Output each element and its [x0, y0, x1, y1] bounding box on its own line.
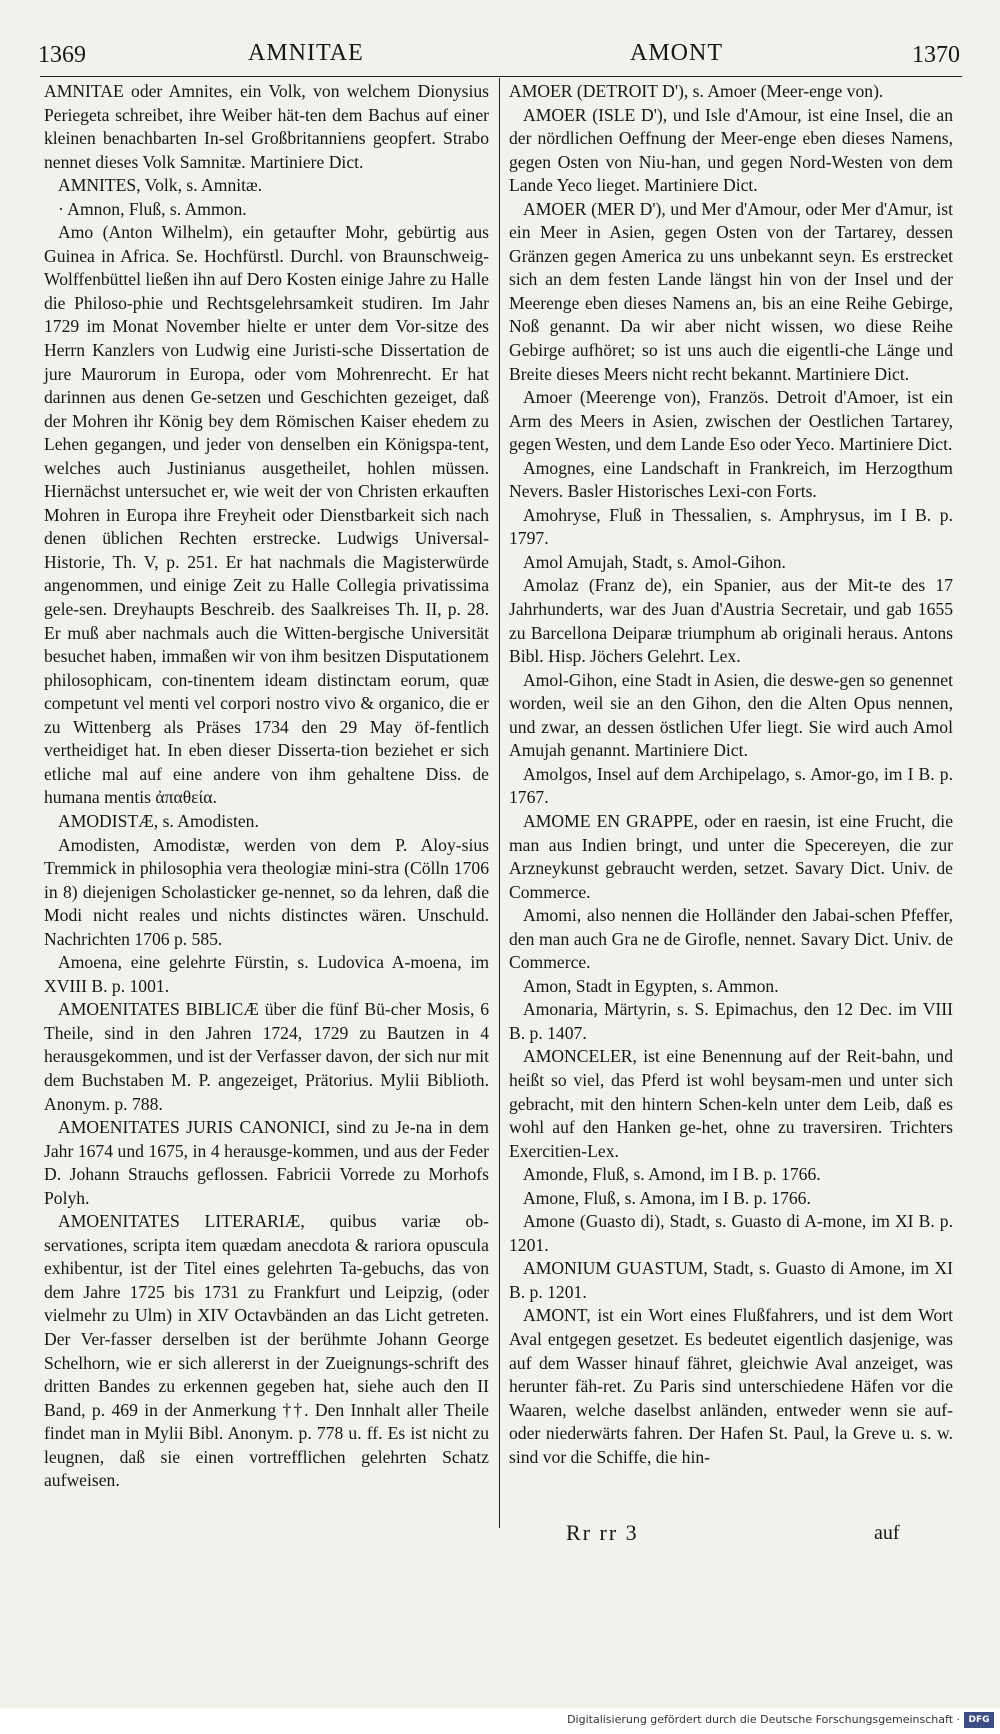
entry-amonaria: Amonaria, Märtyrin, s. S. Epimachus, den 12 Dec. im VIII B. p. 1407.	[509, 999, 953, 1043]
page-number-left: 1369	[38, 42, 86, 68]
entry-amoer-isle: AMOER (ISLE D'), und Isle d'Amour, ist eine Insel, die an der nördlichen Oeffnung der Meer-enge eben dieses Namens, gegen Osten von Niu-han, und gegen Nord-Westen von dem Lande Yeco lieget. Martiniere Dict.	[509, 104, 953, 196]
entry-amonceler: AMONCELER, ist eine Benennung auf der Reit-bahn, und heißt so viel, das Pferd ist wohl beysam-men und unter sich gebracht, mit den hintern Schen-keln unter dem Leib, daß es wohl auf den Hanken ge-het, ohne zu traversiren. Trichters Exercitien-Lex.	[509, 1046, 953, 1161]
entry-amohryse: Amohryse, Fluß in Thessalien, s. Amphrysus, im I B. p. 1797.	[509, 504, 953, 549]
entry-amnon: · Amnon, Fluß, s. Ammon.	[58, 198, 247, 219]
entry-amolgos: Amolgos, Insel auf dem Archipelago, s. Amor-go, im I B. p. 1767.	[509, 763, 953, 808]
entry-amnites: AMNITES, Volk, s. Amnitæ.	[58, 175, 263, 196]
entry-amont: AMONT, ist ein Wort eines Flußfahrers, und ist dem Wort Aval entgegen gesetzet. Es bedeutet eigentlich dasjenige, was auf dem Wasser hinauf fähret, gleichwie Aval anzeiget, was herunter fäh-ret. Zu Paris sind unterschiedene Häfen vor die Waaren, welche daselbst anländen, entweder wenn sie auf- oder niederwärts fahren. Der Hafen St. Paul, la Greve u. s. w. sind vor die Schiffe, die hin-	[509, 1305, 953, 1467]
running-head-right: AMONT	[630, 40, 723, 66]
left-column	[44, 80, 489, 1493]
page-header	[38, 36, 960, 76]
entry-amonde: Amonde, Fluß, s. Amond, im I B. p. 1766.	[523, 1164, 821, 1185]
column-divider	[499, 78, 500, 1528]
header-rule	[40, 76, 962, 77]
entry-amognes: Amognes, eine Landschaft in Frankreich, im Herzogthum Nevers. Basler Historisches Lexi-con Forts.	[509, 457, 953, 502]
entry-amoer-mer: AMOER (MER D'), und Mer d'Amour, oder Mer d'Amur, ist ein Meer in Asien, gegen Osten von der Tartarey, dessen Gränzen gegen America zu uns unbekannt seyn. Es erstrecket sich an dem festen Lande längst hin von der Insel und der Meerenge eben dieses Namens an, bis an eine Reihe Gebirge, Noß genannt. Da wir aber nicht wissen, wo diese Reihe Gebirge aufhöret; so ist uns auch die eigentli-che Länge und Breite dieses Meers nicht recht bekannt. Martiniere Dict.	[509, 198, 953, 384]
entry-amome-en-grappe: AMOME EN GRAPPE, oder en raesin, ist eine Frucht, die man aus Indien bringt, und unter die Specereyen, die zur Arzneykunst gebraucht werden, setzet. Savary Dict. Univ. de Commerce.	[509, 810, 953, 902]
dfg-logo-icon: DFG	[964, 1712, 994, 1728]
entry-amol-gihon: Amol-Gihon, eine Stadt in Asien, die deswe-gen so genennet worden, weil sie an den Gihon, den die Alten Opus nennen, und zwar, an dessen östlichen Ufer liegt. Sie wird auch Amol Amujah genannt. Martiniere Dict.	[509, 669, 953, 761]
entry-amone-guasto: Amone (Guasto di), Stadt, s. Guasto di A-mone, im XI B. p. 1201.	[509, 1211, 953, 1255]
entry-amo: Amo (Anton Wilhelm), ein getaufter Mohr, gebürtig aus Guinea in Africa. Se. Hochfürstl. Durchl. von Braunschweig-Wolffenbüttel ließen ihn auf Dero Kosten einige Jahre zu Halle die Philoso-phie und Rechtsgelehrsamkeit studiren. Im Jahr 1729 im Monat November hielte er unter dem Vor-sitze des Herrn Kanzlers von Ludwig eine Juristi-sche Dissertation de jure Maurorum in Europa, oder vom Mohrenrecht. Er hat darinnen aus denen Ge-setzen und Geschichten gezeiget, daß der Mohren ihr König bey dem Römischen Kaiser ehedem zu Lehen gegangen, und jeder von denselben ein Königspa-tent, welches auch Justinianus ausgetheilet, hohlen müssen. Hiernächst untersuchet er, wie weit der von Christen erkauften Mohren in Europa ihre Freyheit oder Dienstbarkeit sich nach denen üblichen Rechten erstrecke. Ludwigs Universal-Historie, Th. V, p. 251. Er hat nachmals die Magisterwürde angenommen, und einige Zeit zu Halle Collegia privatissima gele-sen. Dreyhaupts Beschreib. des Saalkreises Th. II, p. 28. Er muß aber nachmals auch die Witten-bergische Universität besuchet haben, immaßen wir von ihm besitzen Disputationem philosophicam, con-tinentem ideam distinctam eorum, quæ competunt vel menti vel corpori nostro vivo & organico, die er zu Wittenberg als Präses 1734 den 29 May öf-fentlich vertheidiget hat. In eben dieser Disserta-tion beziehet er sich etliche mal auf eine andere von ihm gehaltene Diss. de humana mentis ἀπαθεία.	[44, 222, 489, 808]
right-column	[509, 80, 953, 1469]
entry-amoenitates-biblicae: AMOENITATES BIBLICÆ über die fünf Bü-cher Mosis, 6 Theile, sind in den Jahren 1724, 1729 zu Bautzen in 4 herausgekommen, und ist der Verfasser davon, der sich nur mit dem Buchstaben M. P. angezeiget, Prätorius. Mylii Biblioth. Anonym. p. 788.	[44, 999, 489, 1114]
entry-amone: Amone, Fluß, s. Amona, im I B. p. 1766.	[523, 1187, 811, 1208]
entry-amol-amujah: Amol Amujah, Stadt, s. Amol-Gihon.	[523, 551, 786, 572]
entry-amoena: Amoena, eine gelehrte Fürstin, s. Ludovica A-moena, im XVIII B. p. 1001.	[44, 952, 489, 996]
entry-amonium-guastum: AMONIUM GUASTUM, Stadt, s. Guasto di Amone, im XI B. p. 1201.	[509, 1258, 953, 1302]
entry-amnitae: AMNITAE oder Amnites, ein Volk, von welchem Dionysius Periegeta schreibet, ihre Weiber hät-ten dem Bachus auf einer kleinen benachbarten In-sel Großbritanniens geopfert. Strabo nennet dieses Volk Samnitæ. Martiniere Dict.	[44, 81, 489, 172]
entry-amoenitates-literariae: AMOENITATES LITERARIÆ, quibus variæ ob-servationes, scripta item quædam anecdota & rariora opuscula exhibentur, ist der Titel eines gelehrten Ta-gebuchs, das von dem Jahre 1725 bis 1731 zu Frankfurt und Leipzig, (oder vielmehr zu Ulm) in XIV Octavbänden an das Licht getreten. Der Ver-fasser derselben ist der berühmte Johann George Schelhorn, wie er sich allererst in der Zueignungs-schrift des dritten Bandes zu erkennen gegeben hat, siehe auch den II Band, p. 469 in der Anmerkung ††. Den Innhalt aller Theile findet man in Mylii Bibl. Anonym. p. 778 u. ff. Es ist nicht zu leugnen, daß sie einen vortrefflichen gelehrten Schatz aufweisen.	[44, 1211, 489, 1491]
digitization-footer	[0, 1708, 1000, 1734]
entry-amolaz: Amolaz (Franz de), ein Spanier, aus der Mit-te des 17 Jahrhunderts, war des Juan d'Austria Secretair, und gab 1655 zu Barcellona Deiparæ triumphum ab originali heraus. Antons Bibl. Hisp. Jöchers Gelehrt. Lex.	[509, 575, 953, 667]
entry-amoer-meerenge: Amoer (Meerenge von), Französ. Detroit d'Amoer, ist ein Arm des Meers in Asien, zwischen der Oestlichen Tartarey, gegen Westen, und dem Lande Eso oder Yeco. Martiniere Dict.	[509, 387, 953, 455]
entry-amoer-detroit: AMOER (DETROIT D'), s. Amoer (Meer-enge von).	[509, 81, 884, 101]
signature-mark: Rr rr 3	[566, 1520, 639, 1545]
entry-amomi: Amomi, also nennen die Holländer den Jabai-schen Pfeffer, den man auch Gra ne de Girofle, nennet. Savary Dict. Univ. de Commerce.	[509, 905, 953, 973]
entry-amoenitates-juris: AMOENITATES JURIS CANONICI, sind zu Je-na in dem Jahr 1674 und 1675, in 4 herausge-kommen, und aus der Feder D. Johann Strauchs geflossen. Fabricii Vorrede zu Morhofs Polyh.	[44, 1117, 489, 1208]
catchword: auf	[874, 1522, 900, 1544]
footer-credit: Digitalisierung gefördert durch die Deutsche Forschungsgemeinschaft ·	[567, 1713, 960, 1726]
entry-amon: Amon, Stadt in Egypten, s. Ammon.	[523, 975, 779, 996]
running-head-left: AMNITAE	[248, 40, 364, 66]
entry-amodisten: Amodisten, Amodistæ, werden von dem P. Aloy-sius Tremmick in philosophia vera theologiæ mini-stra (Cölln 1706 in 8) diejenigen Scholasticker ge-nennet, so da lehren, daß die Modi nicht reales und nichts distinctes wären. Unschuld. Nachrichten 1706 p. 585.	[44, 834, 489, 949]
entry-amodistae: AMODISTÆ, s. Amodisten.	[58, 810, 259, 831]
page-number-right: 1370	[912, 42, 960, 68]
